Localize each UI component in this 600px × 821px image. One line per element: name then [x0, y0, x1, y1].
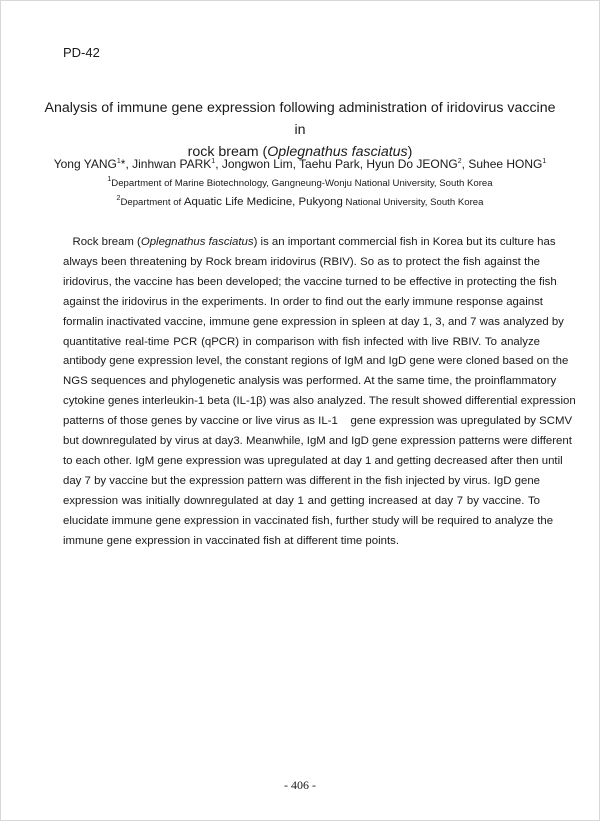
abstract-line: immune gene expression in vaccinated fish at different time points. [63, 534, 399, 547]
affiliation-2: $^2$Department of Aquatic Life Medicine, Pukyong National University, South Korea [116, 195, 484, 208]
abstract-body [63, 233, 576, 552]
abstract-line: formalin inactivated vaccine, immune gene expression in spleen at day 1, 3, and 7 was analyzed by [63, 315, 564, 328]
abstract-line: to each other. IgM gene expression was upregulated at day 1 and getting decreased after then until [63, 454, 563, 467]
abstract-line: iridovirus, the vaccine has been developed; the vaccine turned to be effective in protecting the fish [63, 275, 557, 288]
affiliation-1: $^1$Department of Marine Biotechnology, Gangneung-Wonju National University, South Korea [107, 176, 493, 189]
title-line-2: rock bream (Oplegnathus fasciatus) [187, 144, 413, 160]
abstract-line: NGS sequences and phylogenetic analysis was performed. At the same time, the proinflammatory [63, 375, 557, 388]
abstract-line: against the iridovirus in the experiments. In order to find out the early immune response against [63, 295, 543, 308]
abstract-line: always been threatening by Rock bream iridovirus (RBIV). So as to protect the fish against the [63, 255, 540, 268]
abstract-line: Rock bream (Oplegnathus fasciatus) is an important commercial fish in Korea but its culture has [63, 236, 556, 248]
abstract-line: elucidate immune gene expression in vaccinated fish, further study will be required to analyze the [63, 514, 554, 527]
abstract-line: but downregulated by virus at day3. Meanwhile, IgM and IgD gene expression patterns were different [63, 435, 572, 448]
paper-title [41, 97, 559, 163]
abstract-line: quantitative real-time PCR (qPCR) in comparison with fish infected with live RBIV. To analyze [63, 335, 540, 348]
abstract-code: PD-42 [63, 45, 100, 60]
page-number: - 406 - [284, 778, 316, 792]
abstract-line: patterns of those genes by vaccine or live virus as IL-1 gene expression was upregulated by SCMV [63, 415, 573, 428]
author-list: Yong YANG$^1$*, Jinhwan PARK$^1$, Jongwon Lim, Taehu Park, Hyun Do JEONG$^2$, Suhee HONG$^1$ [53, 157, 547, 171]
abstract-line: cytokine genes interleukin-1 beta (IL-1β) was also analyzed. The result showed differential expression [63, 395, 576, 408]
species-name: Oplegnathus fasciatus [267, 144, 408, 160]
abstract-line: expression was initially downregulated at day 1 and getting increased at day 7 by vaccine. To [63, 494, 540, 507]
title-line-1: Analysis of immune gene expression following administration of iridovirus vaccine in [44, 100, 556, 138]
abstract-line: day 7 by vaccine but the expression pattern was different in the fish injected by virus. IgD gene [63, 474, 540, 487]
abstract-line: antibody gene expression level, the constant regions of IgM and IgD gene were cloned based on the [63, 355, 569, 368]
